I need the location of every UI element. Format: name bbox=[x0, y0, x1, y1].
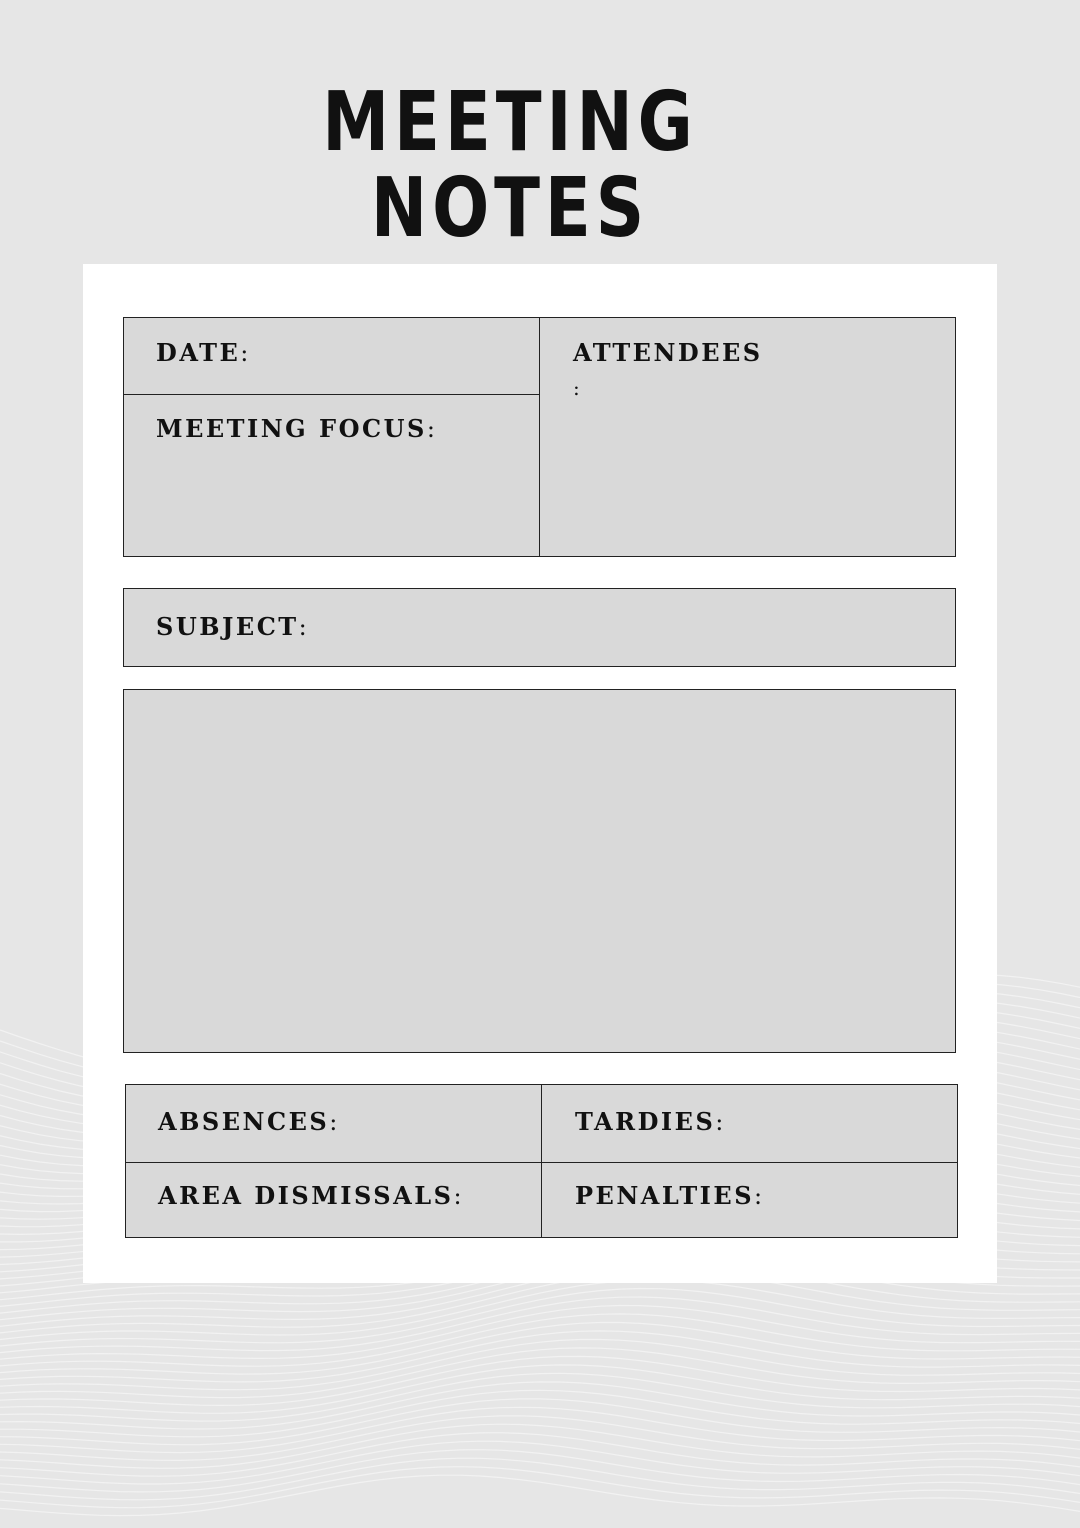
penalties-label: PENALTIES bbox=[575, 1181, 755, 1210]
wave-line bbox=[0, 1458, 1080, 1500]
wave-line bbox=[0, 1450, 1080, 1492]
wave-line bbox=[0, 1323, 1080, 1375]
meeting-focus-field[interactable] bbox=[156, 414, 435, 443]
tardies-field[interactable] bbox=[575, 1107, 723, 1136]
wave-line bbox=[0, 1331, 1080, 1382]
wave-line bbox=[0, 1306, 1080, 1360]
wave-line bbox=[0, 1365, 1080, 1413]
wave-line bbox=[0, 1280, 1080, 1340]
date-label: DATE bbox=[156, 338, 241, 367]
subject-colon: : bbox=[298, 613, 307, 641]
tardies-label: TARDIES bbox=[575, 1107, 716, 1136]
meeting-focus-label: MEETING FOCUS bbox=[156, 414, 427, 443]
date-colon: : bbox=[240, 339, 249, 367]
attendance-vertical-divider bbox=[541, 1085, 542, 1237]
absences-label: ABSENCES bbox=[158, 1107, 330, 1136]
area-dismissals-field[interactable] bbox=[158, 1181, 462, 1210]
wave-line bbox=[0, 1475, 1080, 1515]
tardies-colon: : bbox=[715, 1108, 724, 1136]
meeting-focus-colon: : bbox=[426, 415, 435, 443]
absences-colon: : bbox=[329, 1108, 338, 1136]
subject-box[interactable] bbox=[123, 588, 956, 667]
attendees-field[interactable] bbox=[573, 338, 763, 367]
attendees-label: ATTENDEES bbox=[573, 338, 763, 367]
subject-label: SUBJECT bbox=[156, 612, 299, 641]
wave-line bbox=[0, 1356, 1080, 1405]
wave-line bbox=[0, 1433, 1080, 1477]
area-dismissals-label: AREA DISMISSALS bbox=[158, 1181, 454, 1210]
area-dismissals-colon: : bbox=[453, 1182, 462, 1210]
title-line-2: NOTES bbox=[370, 161, 650, 256]
attendance-horizontal-divider bbox=[126, 1162, 957, 1163]
header-info-box bbox=[123, 317, 956, 557]
penalties-field[interactable] bbox=[575, 1181, 762, 1210]
notes-sheet bbox=[83, 264, 997, 1283]
wave-line bbox=[0, 1424, 1080, 1468]
title-line-1: MEETING bbox=[322, 75, 698, 170]
date-divider bbox=[124, 394, 539, 395]
penalties-colon: : bbox=[754, 1182, 763, 1210]
wave-line bbox=[0, 1373, 1080, 1421]
header-vertical-divider bbox=[539, 318, 540, 556]
absences-field[interactable] bbox=[158, 1107, 337, 1136]
date-field[interactable] bbox=[156, 338, 248, 367]
subject-field bbox=[156, 612, 307, 641]
wave-line bbox=[0, 1467, 1080, 1508]
notes-area[interactable] bbox=[123, 689, 956, 1053]
attendance-grid bbox=[125, 1084, 958, 1238]
attendees-colon: : bbox=[573, 376, 580, 400]
